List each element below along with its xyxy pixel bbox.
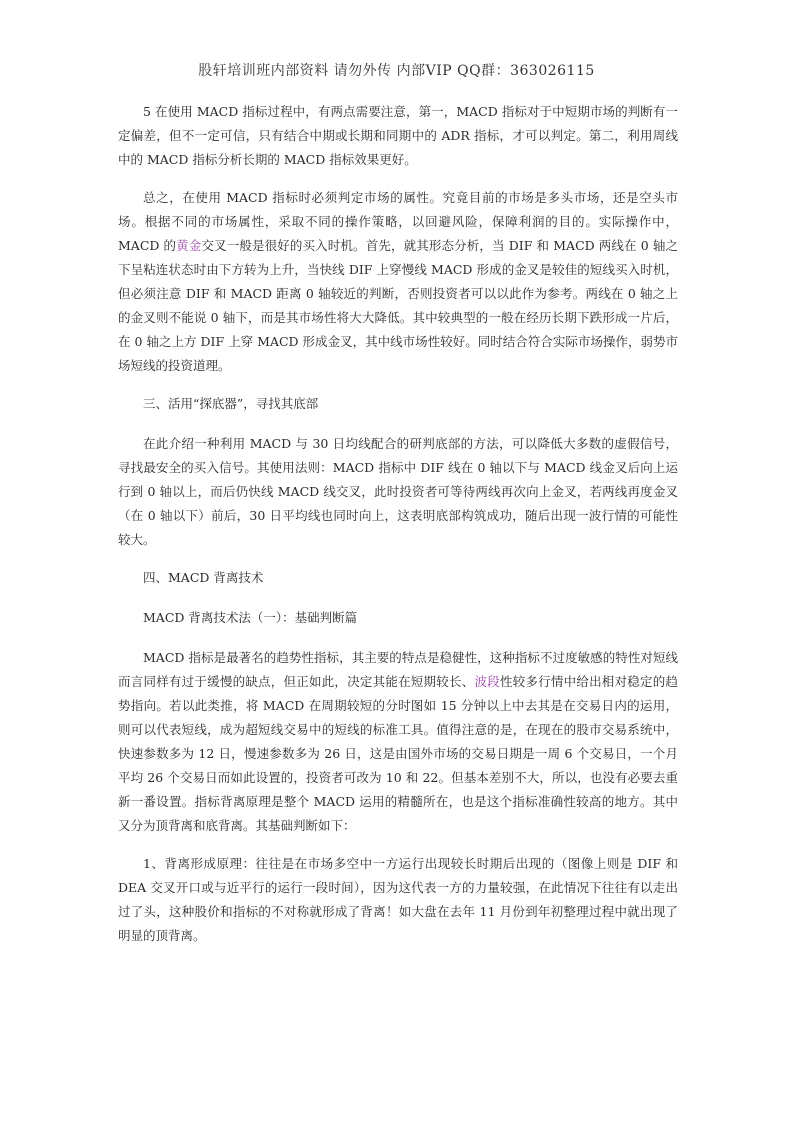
section-heading	[118, 392, 678, 416]
body-paragraph	[118, 646, 678, 838]
page-header: 股轩培训班内部资料 请勿外传 内部VIP QQ群：363026115	[198, 63, 595, 79]
highlighted-term: 黄金	[176, 238, 202, 253]
text-run: 总之，在使用 MACD 指标时必须判定市场的属性。究竟目前的市场是多头市场，还是空头市场。根据不同的市场属性，采取不同的操作策略，以回避风险，保障利润的目的。实际操作中，MACD 的	[118, 190, 678, 253]
text-run: 交叉一般是很好的买入时机。首先，就其形态分析，当 DIF 和 MACD 两线在 0 轴之下呈粘连状态时由下方转为上升，当快线 DIF 上穿慢线 MACD 形成的金叉是较佳的短线买入时机，但必须注意 DIF 和 MACD 距离 0 轴较近的判断，否则投资者可以以此作为参考。两线在 0 轴之上的金叉则不能说 0 轴下，而是其市场性将大大降低。其中较典型的一般在经历长期下跌形成一片后，在 0 轴之上方 DIF 上穿 MACD 形成金叉，其中线市场性较好。同时结合符合实际市场操作，弱势市场短线的投资道理。	[118, 238, 678, 373]
text-run: 三、活用“探底器”，寻找其底部	[143, 396, 319, 411]
body-paragraph	[118, 852, 678, 948]
section-heading	[118, 606, 678, 630]
body-paragraph	[118, 186, 678, 378]
text-run: 5 在使用 MACD 指标过程中，有两点需要注意，第一，MACD 指标对于中短期市场的判断有一定偏差，但不一定可信，只有结合中期或长期和同期中的 ADR 指标，才可以判定。第二，利用周线中的 MACD 指标分析长期的 MACD 指标效果更好。	[118, 104, 678, 167]
document-body	[118, 100, 678, 962]
text-run: 在此介绍一种利用 MACD 与 30 日均线配合的研判底部的方法，可以降低大多数的虚假信号，寻找最安全的买入信号。其使用法则：MACD 指标中 DIF 线在 0 轴以下与 MACD 线金叉后向上运行到 0 轴以上，而后仍快线 MACD 线交叉，此时投资者可等待两线再次向上金叉，若两线再度金叉（在 0 轴以下）前后，30 日平均线也同时向上，这表明底部构筑成功，随后出现一波行情的可能性较大。	[118, 436, 678, 547]
text-run: MACD 背离技术法（一）：基础判断篇	[143, 610, 358, 625]
text-run: MACD 指标是最著名的趋势性指标，其主要的特点是稳健性，这种指标不过度敏感的特性对短线而言同样有过于缓慢的缺点，但正如此，决定其能在短期较长、	[118, 650, 678, 689]
body-paragraph	[118, 432, 678, 552]
body-paragraph	[118, 100, 678, 172]
text-run: 1、背离形成原理：往往是在市场多空中一方运行出现较长时期后出现的（图像上则是 DIF 和 DEA 交叉开口或与近平行的运行一段时间），因为这代表一方的力量较强，在此情况下往往有以走出过了头，这种股价和指标的不对称就形成了背离！如大盘在去年 11 月份到年初整理过程中就出现了明显的顶背离。	[118, 856, 678, 943]
text-run: 性较多行情中给出相对稳定的趋势指向。若以此类推，将 MACD 在周期较短的分时图如 15 分钟以上中去其是在交易日内的运用，则可以代表短线，成为超短线交易中的短线的标准工具。值得注意的是，在现在的股市交易系统中，快速参数多为 12 日，慢速参数多为 26 日，这是由国外市场的交易日期是一周 6 个交易日，一个月平均 26 个交易日而如此设置的，投资者可改为 10 和 22。但基本差别不大，所以，也没有必要去重新一番设置。指标背离原理是整个 MACD 运用的精髓所在，也是这个指标准确性较高的地方。其中又分为顶背离和底背离。其基础判断如下：	[118, 674, 678, 833]
highlighted-term: 波段	[474, 674, 500, 689]
section-heading	[118, 566, 678, 590]
text-run: 四、MACD 背离技术	[143, 570, 264, 585]
